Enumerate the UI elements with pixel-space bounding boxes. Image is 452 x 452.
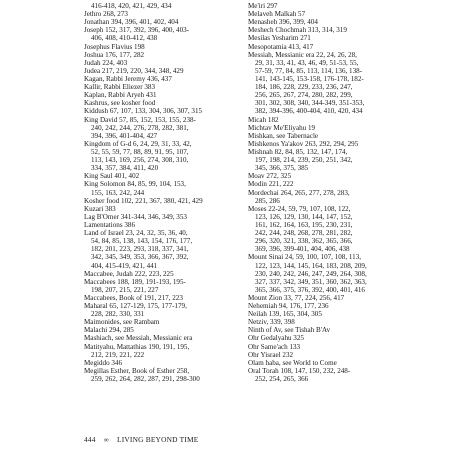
index-entry: Lamentations 386 xyxy=(84,220,136,229)
page-footer xyxy=(84,435,204,444)
index-entry-continuation: 212, 219, 221, 222 xyxy=(91,350,145,359)
index-entry: Judea 217, 219, 220, 344, 348, 429 xyxy=(84,66,184,75)
index-entry-continuation: 404, 415-419, 421, 441 xyxy=(91,261,158,270)
index-entry: Megillas Esther, Book of Esther 258, xyxy=(84,366,190,375)
index-entry: Kallir, Rabbi Eliezer 383 xyxy=(84,83,156,92)
index-entry-continuation: 285, 286 xyxy=(255,196,280,205)
index-entry: Maharal 65, 127-129, 175, 177-179, xyxy=(84,302,187,311)
index-entry: Joseph 152, 317, 392, 396, 400, 403- xyxy=(84,26,190,35)
index-entry: Jonathan 394, 396, 401, 402, 404 xyxy=(84,18,179,27)
index-entry: Megiddo 346 xyxy=(84,358,123,367)
index-entry-continuation: 301, 302, 308, 340, 344-349, 351-353, xyxy=(255,99,365,108)
index-entry: Matityahu, Mattathias 190, 191, 195, xyxy=(84,342,190,351)
index-entry-continuation: 382, 394-396, 400-404, 410, 420, 434 xyxy=(255,107,363,116)
index-entry: Micah 182 xyxy=(248,115,279,124)
index-entry-continuation: 334, 357, 384, 411, 420 xyxy=(91,164,159,173)
index-entry: Kaplan, Rabbi Aryeh 431 xyxy=(84,91,157,100)
index-entry-continuation: 327, 337, 342, 349, 351, 360, 362, 363, xyxy=(255,277,367,286)
index-entry: Mount Zion 33, 77, 224, 256, 417 xyxy=(248,293,345,302)
index-entry: Messiah, Messianic era 22, 24, 26, 28, xyxy=(248,50,357,59)
index-entry: Maccabees, Book of 191, 217, 223 xyxy=(84,293,183,302)
index-entry: Maimonides, see Rambam xyxy=(84,318,160,327)
index-entry: Ohr Gedalyahu 325 xyxy=(248,334,304,343)
index-entry-continuation: 122, 123, 144, 145, 164, 183, 208, 209, xyxy=(255,261,367,270)
index-entry: Josephus Flavius 198 xyxy=(84,42,145,51)
index-entry-continuation: 123, 126, 129, 130, 144, 147, 152, xyxy=(255,212,353,221)
index-entry-continuation: 259, 262, 264, 282, 287, 291, 298-300 xyxy=(91,375,200,384)
index-entry-continuation: 184, 186, 228, 229, 233, 236, 247, xyxy=(255,83,353,92)
index-entry: King Solomon 84, 85, 99, 104, 153, xyxy=(84,180,186,189)
index-entry-continuation: 198, 207, 215, 221, 227 xyxy=(91,285,159,294)
index-entry: Meshech Chochmah 313, 314, 319 xyxy=(248,26,347,35)
index-entry-continuation: 369, 396, 399-401, 404, 406, 438 xyxy=(255,245,350,254)
index-entry: Kashrus, see kosher food xyxy=(84,99,156,108)
index-entry-continuation: 197, 198, 214, 239, 250, 251, 342, xyxy=(255,156,353,165)
index-entry-continuation: 416-418, 420, 421, 429, 434 xyxy=(91,2,172,10)
index-entry: Lag B'Omer 341-344, 346, 349, 353 xyxy=(84,212,187,221)
index-entry-continuation: 406, 408, 410-412, 438 xyxy=(91,34,158,43)
index-entry: Maccabees 188, 189, 191-193, 195- xyxy=(84,277,186,286)
infinity-icon: ∞ xyxy=(103,436,109,444)
index-entry-continuation: 394, 396, 401-404, 427 xyxy=(91,131,158,140)
index-entry: Mesilas Yesharim 271 xyxy=(248,34,311,43)
index-entry-continuation: 296, 320, 321, 338, 362, 365, 366, xyxy=(255,237,353,246)
index-entry: King David 57, 85, 152, 153, 155, 238- xyxy=(84,115,196,124)
index-entry: Mishkenos Ya'akov 263, 292, 294, 295 xyxy=(248,139,359,148)
running-title: LIVING BEYOND TIME xyxy=(117,435,199,444)
index-entry-continuation: 113, 143, 169, 256, 274, 308, 310, xyxy=(91,156,189,165)
index-entry-continuation: 29, 31, 33, 41, 43, 46, 49, 51-53, 55, xyxy=(255,58,359,67)
index-entry: Netziv, 339, 398 xyxy=(248,318,295,327)
index-entry: Jethro 268, 273 xyxy=(84,10,128,19)
index-entry: Judah 224, 403 xyxy=(84,58,128,67)
index-entry: Joshua 176, 177, 282 xyxy=(84,50,145,59)
index-entry-continuation: 240, 242, 244, 276, 278, 282, 381, xyxy=(91,123,189,132)
index-entry-continuation: 54, 84, 85, 138, 143, 154, 176, 177, xyxy=(91,237,193,246)
index-entry-continuation: 342, 345, 349, 353, 366, 367, 392, xyxy=(91,253,189,262)
index-entry: Kingdom of G-d 6, 24, 29, 31, 33, 42, xyxy=(84,139,192,148)
index-entry-continuation: 242, 244, 248, 268, 278, 281, 282, xyxy=(255,229,353,238)
index-entry-continuation: 161, 162, 164, 163, 195, 230, 231, xyxy=(255,220,353,229)
index-entry: Land of Israel 23, 24, 32, 35, 36, 40, xyxy=(84,229,188,238)
index-entry-continuation: 182, 201, 223, 293, 318, 337, 341, xyxy=(91,245,189,254)
index-entry-continuation: 228, 282, 330, 331 xyxy=(91,310,145,319)
index-entry: Olam haba, see World to Come xyxy=(248,358,337,367)
index-entry: Moses 22-24, 59, 79, 107, 108, 122, xyxy=(248,204,351,213)
index-entry-continuation: 155, 163, 242, 244 xyxy=(91,188,145,197)
index-entry: Ninth of Av, see Tishah B'Av xyxy=(248,326,331,335)
index-entry-continuation: 345, 366, 375, 385 xyxy=(255,164,309,173)
index-entry: Neilah 139, 165, 304, 305 xyxy=(248,310,322,319)
index-entry: Me'iri 297 xyxy=(248,2,278,10)
index-entry: Mordechai 264, 265, 277, 278, 283, xyxy=(248,188,350,197)
index-entry: Mesopotamia 413, 417 xyxy=(248,42,314,51)
index-entry-continuation: 141, 143-145, 153-158, 176-178, 182- xyxy=(255,74,364,83)
index-entry: Mount Sinai 24, 59, 100, 107, 108, 113, xyxy=(248,253,362,262)
index-entry: Ohr Same'ach 133 xyxy=(248,342,301,351)
index-entry: Modin 221, 222 xyxy=(248,180,294,189)
index-entry-continuation: 256, 265, 267, 274, 280, 282, 299, xyxy=(255,91,353,100)
index-entry: Kuzari 383 xyxy=(84,204,116,213)
index-entry: Kagan, Rabbi Jeremy 436, 437 xyxy=(84,74,172,83)
index-entry-continuation: 57-59, 77, 84, 85, 113, 114, 136, 138- xyxy=(255,66,363,75)
index-entry: Michtav Me'Eliyahu 19 xyxy=(248,123,316,132)
index-entry: Menasheh 396, 399, 404 xyxy=(248,18,318,27)
index-entry-continuation: 52, 55, 59, 77, 88, 89, 91, 95, 107, xyxy=(91,147,189,156)
index-entry-continuation: 252, 254, 265, 366 xyxy=(255,375,309,384)
index-entry: Kiddush 67, 107, 133, 304, 306, 307, 315 xyxy=(84,107,203,116)
page-number: 444 xyxy=(84,435,96,444)
index-entry-continuation: 230, 240, 242, 246, 247, 249, 264, 308, xyxy=(255,269,367,278)
index-entry: Ohr Yisrael 232 xyxy=(248,350,294,359)
index-entry: Oral Torah 108, 147, 150, 232, 248- xyxy=(248,366,351,375)
index-entry: Melaveh Malkah 57 xyxy=(248,10,306,19)
index-column-left xyxy=(84,2,256,383)
index-entry: Mashiach, see Messiah, Messianic era xyxy=(84,334,193,343)
index-entry: Mishnah 82, 84, 85, 132, 147, 174, xyxy=(248,147,348,156)
index-entry: Kosher food 102, 221, 367, 380, 421, 429 xyxy=(84,196,203,205)
index-entry-continuation: 365, 366, 375, 376, 392, 400, 401, 416 xyxy=(255,285,365,294)
index-entry: Mishkan, see Tabernacle xyxy=(248,131,319,140)
index-entry: King Saul 401, 402 xyxy=(84,172,140,181)
index-entry: Malachi 294, 285 xyxy=(84,326,134,335)
index-entry: Moav 272, 325 xyxy=(248,172,292,181)
index-entry: Nehemiah 94, 176, 177, 236 xyxy=(248,302,329,311)
index-column-right xyxy=(248,2,426,383)
index-entry: Maccabee, Judah 222, 223, 225 xyxy=(84,269,174,278)
